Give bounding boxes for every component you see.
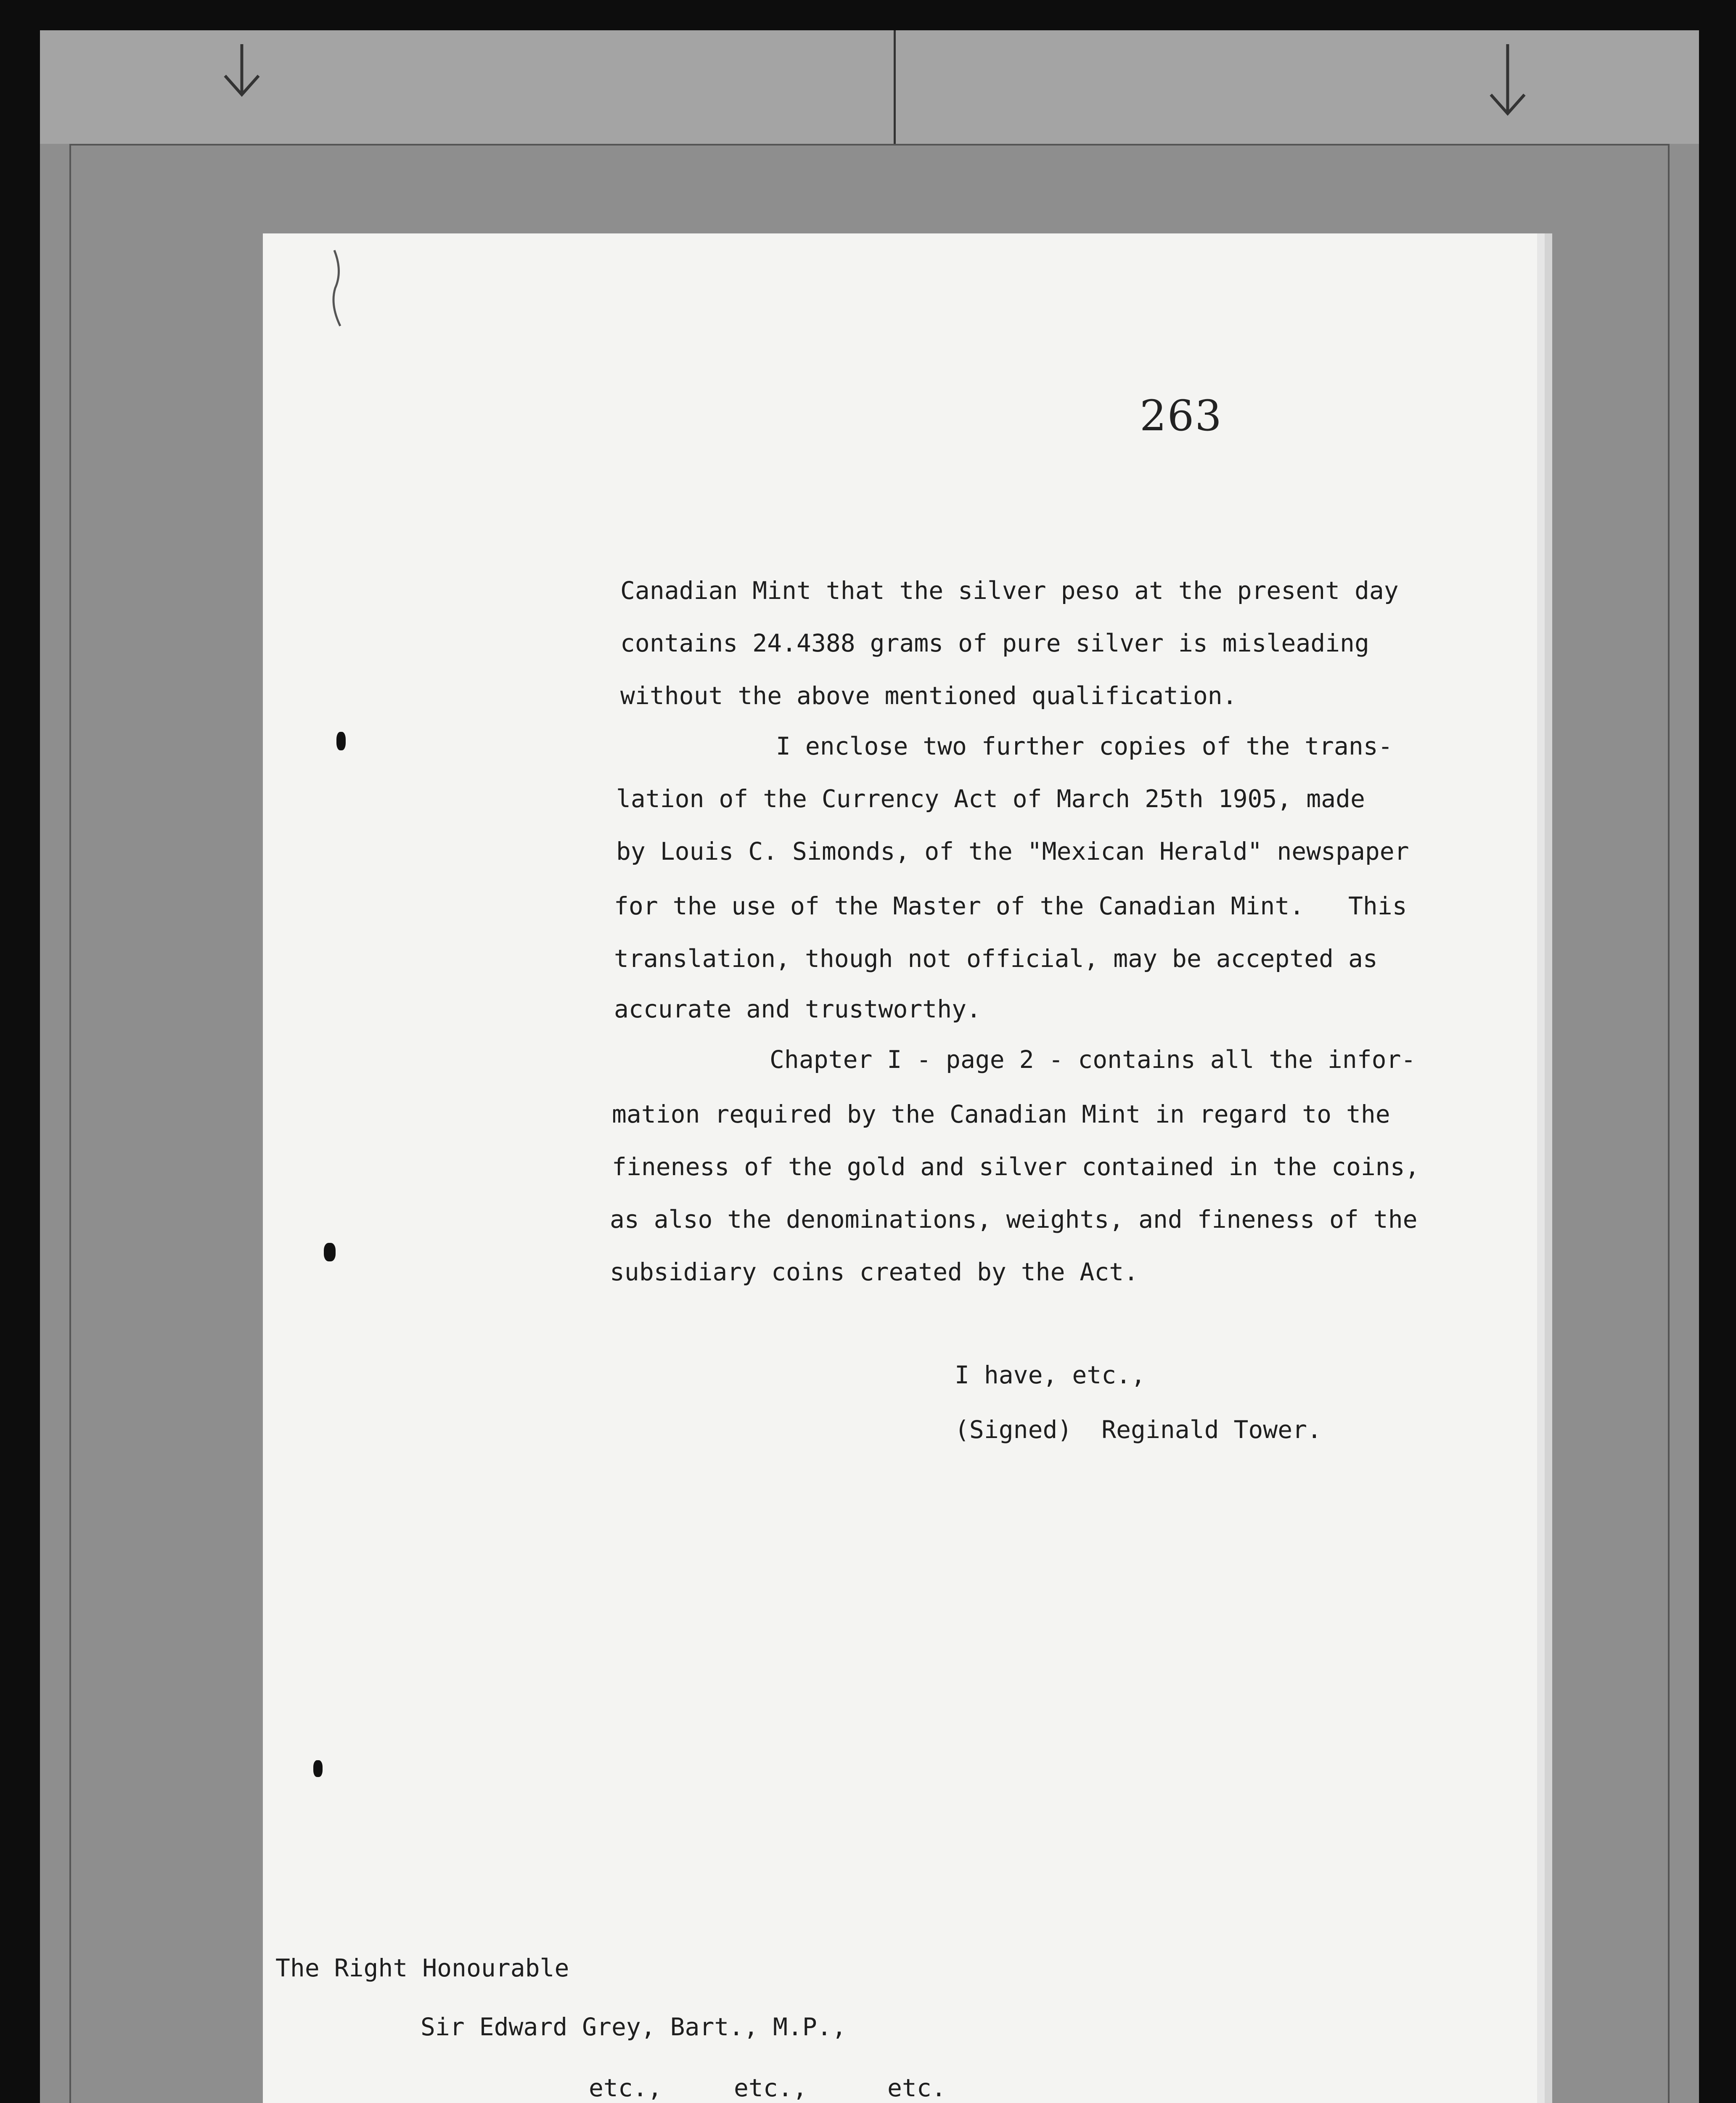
address-etc: etc., bbox=[734, 2074, 807, 2102]
letter-line: fineness of the gold and silver contained in the coins, bbox=[612, 1152, 1420, 1181]
frame-divider bbox=[894, 30, 896, 144]
margin-pencil-mark bbox=[326, 246, 351, 330]
letter-line: Canadian Mint that the silver peso at the present day bbox=[620, 576, 1399, 605]
letter-closing: I have, etc., bbox=[955, 1361, 1146, 1389]
letter-line: Chapter I - page 2 - contains all the infor- bbox=[770, 1045, 1416, 1074]
frame-rule-right bbox=[1668, 144, 1670, 2103]
letter-line: accurate and trustworthy. bbox=[614, 995, 981, 1023]
address-etc: etc., bbox=[589, 2074, 662, 2102]
letter-line: subsidiary coins created by the Act. bbox=[610, 1258, 1139, 1286]
address-etc: etc. bbox=[887, 2074, 946, 2102]
down-arrow-icon bbox=[1485, 42, 1531, 118]
letter-line: as also the denominations, weights, and fineness of the bbox=[610, 1205, 1418, 1234]
letter-signature: (Signed) Reginald Tower. bbox=[955, 1415, 1322, 1444]
address-line: Sir Edward Grey, Bart., M.P., bbox=[421, 2013, 847, 2041]
frame-rule-left bbox=[69, 144, 71, 2103]
letter-line: for the use of the Master of the Canadian Mint. This bbox=[614, 892, 1407, 920]
letter-line: contains 24.4388 grams of pure silver is misleading bbox=[620, 629, 1369, 657]
binding-hole-mark bbox=[313, 1760, 323, 1777]
binding-hole-mark bbox=[324, 1243, 336, 1261]
frame-rule-top bbox=[69, 144, 1670, 146]
address-line: The Right Honourable bbox=[275, 1954, 569, 1982]
binding-hole-mark bbox=[336, 732, 346, 750]
page-number: 263 bbox=[1140, 391, 1223, 440]
letter-line: lation of the Currency Act of March 25th 1905, made bbox=[616, 784, 1365, 813]
down-arrow-icon bbox=[219, 42, 265, 101]
letter-line: without the above mentioned qualification. bbox=[620, 681, 1237, 710]
letter-line: I enclose two further copies of the trans- bbox=[776, 732, 1393, 760]
frame-header-strip bbox=[40, 30, 1699, 144]
letter-line: mation required by the Canadian Mint in regard to the bbox=[612, 1100, 1390, 1128]
letter-line: by Louis C. Simonds, of the "Mexican Herald" newspaper bbox=[616, 837, 1409, 866]
letter-line: translation, though not official, may be accepted as bbox=[614, 944, 1378, 973]
